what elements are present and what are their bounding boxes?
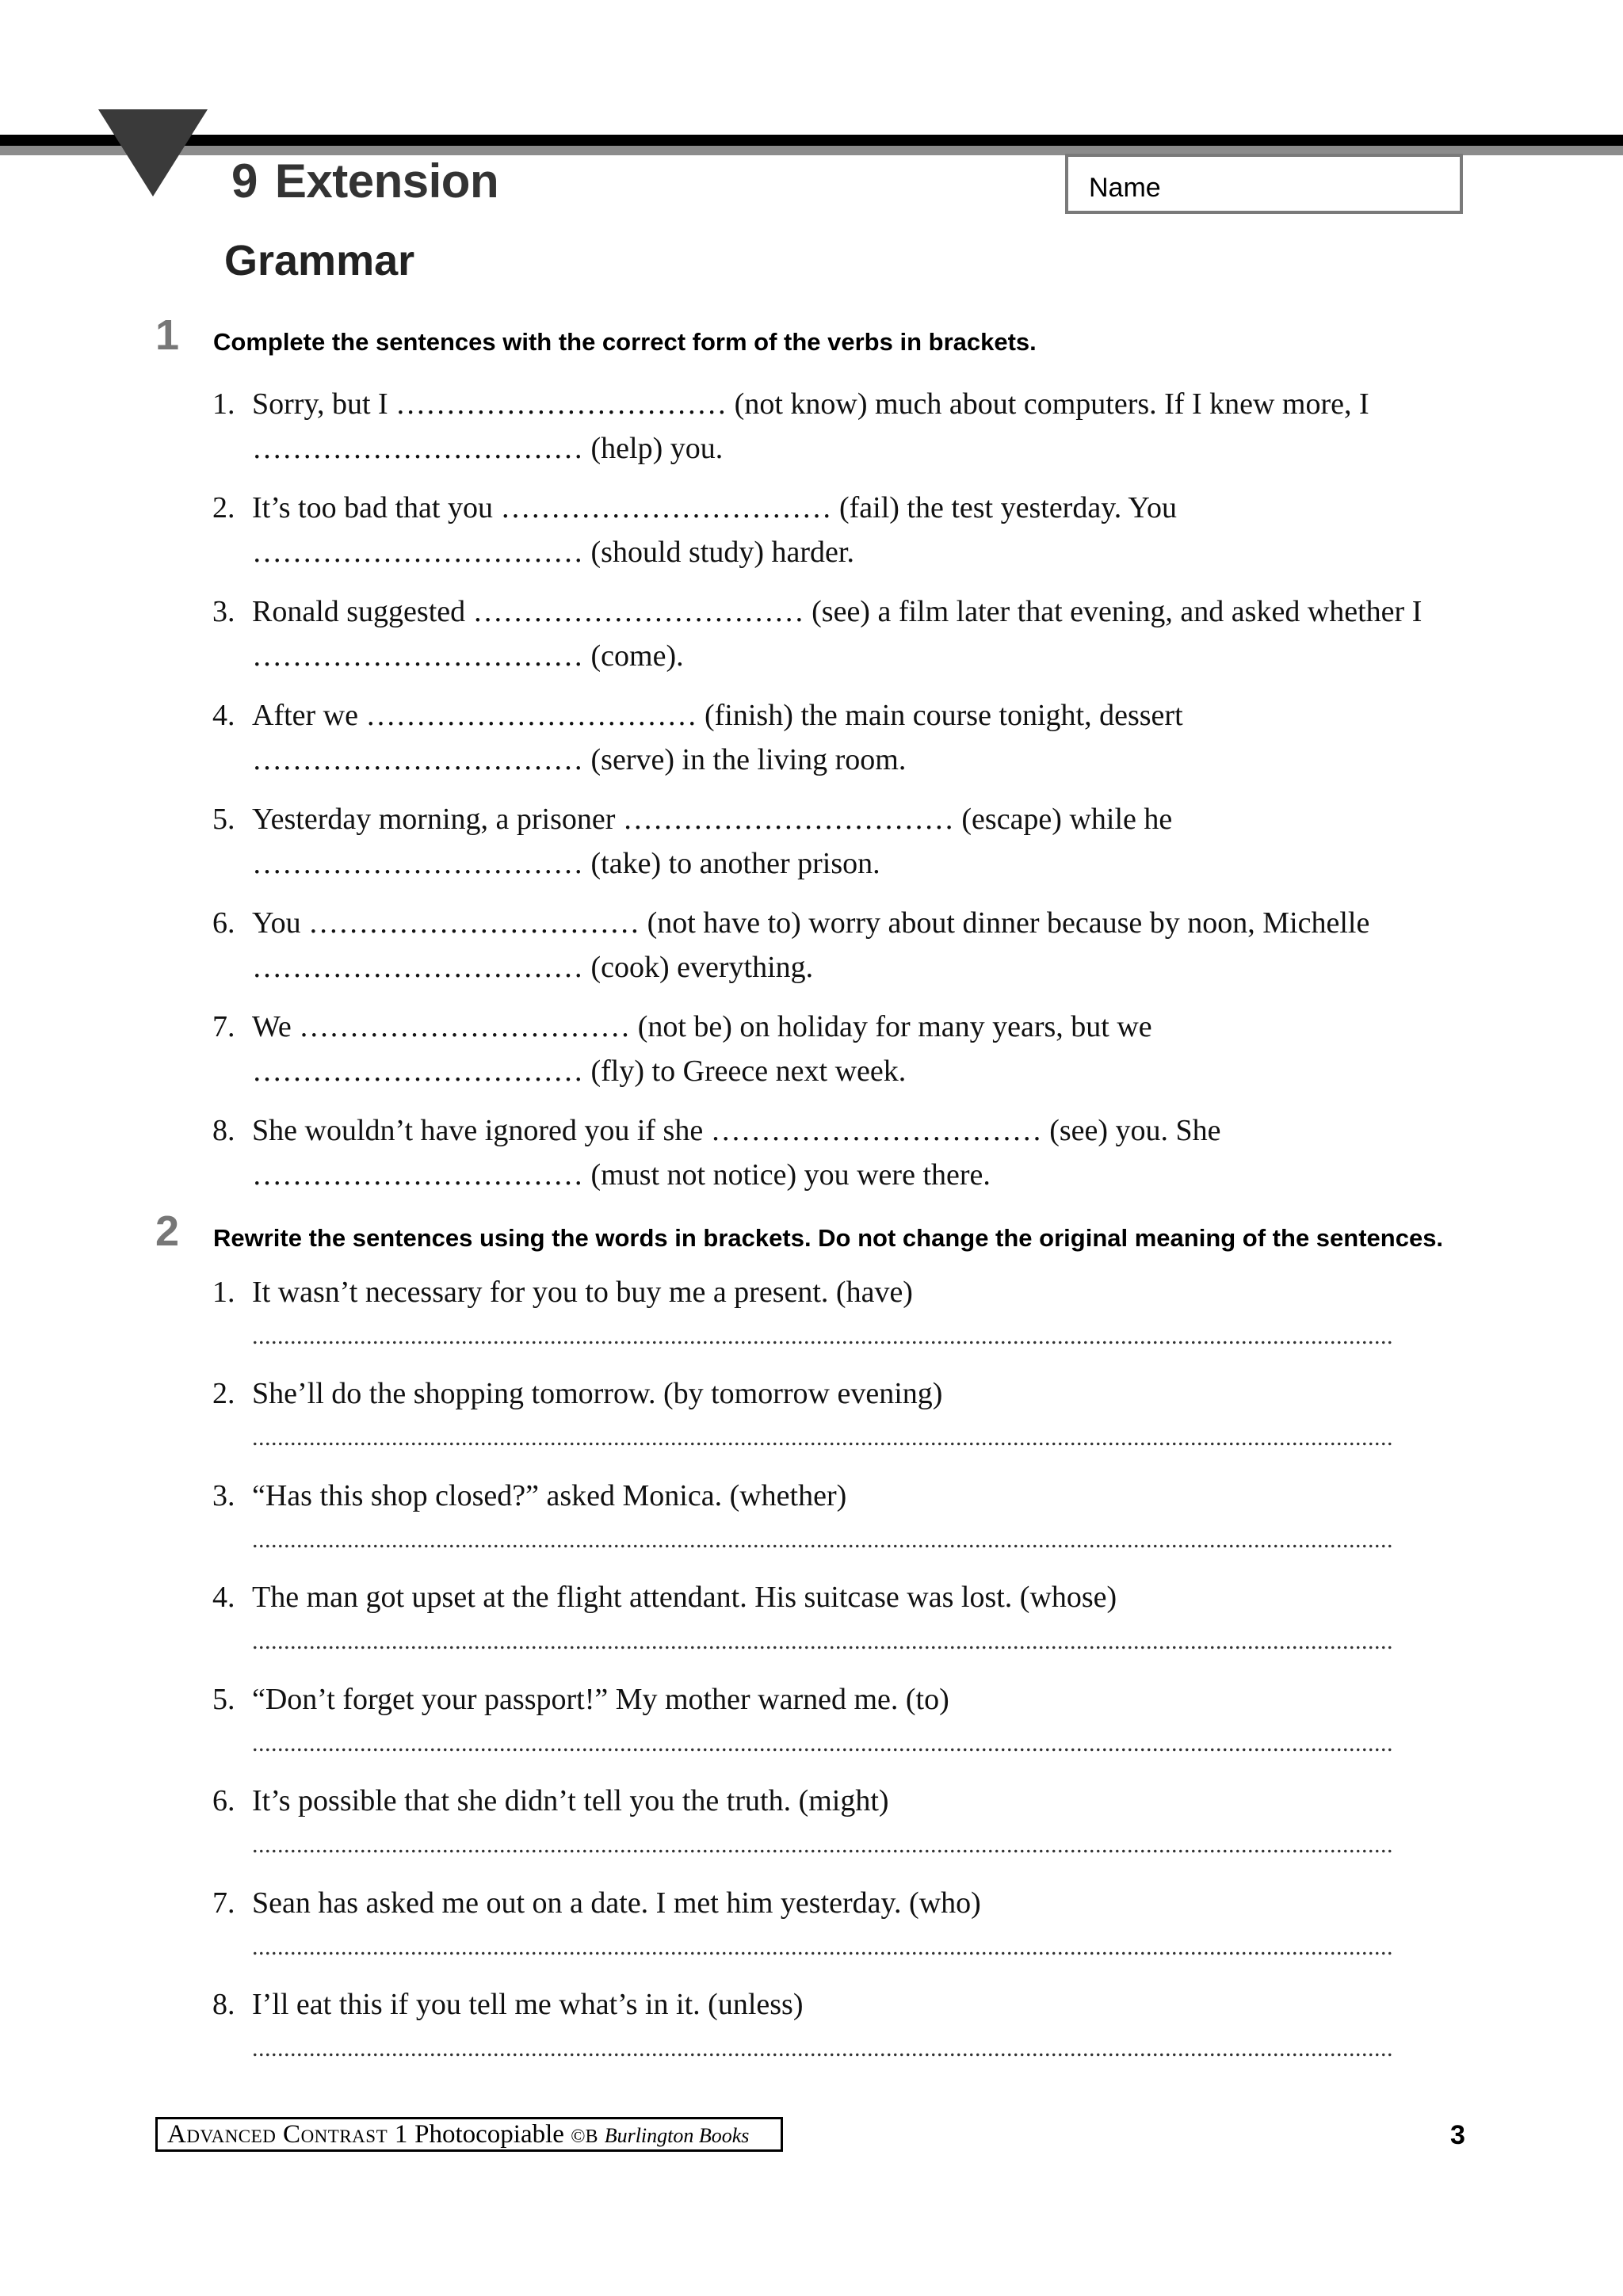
unit-number: 9 — [231, 154, 258, 208]
item-text: “Don’t forget your passport!” My mother warned me. (to) — [252, 1683, 949, 1716]
item-number: 1. — [212, 387, 235, 421]
item-number: 7. — [212, 1886, 235, 1920]
item-line-2: …………………………… (take) to another prison. — [252, 847, 880, 880]
item-number: 2. — [212, 491, 235, 524]
item-text: She’ll do the shopping tomorrow. (by tomorrow evening) — [252, 1377, 943, 1410]
item-number: 1. — [212, 1276, 235, 1309]
publisher-logo-icon: B — [585, 2126, 598, 2147]
exercise-2-instruction: Rewrite the sentences using the words in brackets. Do not change the original meaning of the sentences. — [213, 1224, 1444, 1252]
item-number: 5. — [212, 803, 235, 836]
item-line-2: …………………………… (cook) everything. — [252, 951, 814, 984]
item-line-2: …………………………… (help) you. — [252, 432, 724, 465]
item-text: I’ll eat this if you tell me what’s in it. (unless) — [252, 1988, 804, 2021]
item-line-1: She wouldn’t have ignored you if she …………………………… (see) you. She — [252, 1114, 1221, 1147]
item-line-2: …………………………… (serve) in the living room. — [252, 743, 907, 776]
item-number: 2. — [212, 1377, 235, 1410]
name-field[interactable] — [1065, 154, 1463, 214]
exercise-1-number: 1 — [155, 311, 180, 359]
answer-line[interactable]: .................................................................................................................................................................................... — [252, 2035, 1393, 2061]
item-line-1: We …………………………… (not be) on holiday for many years, but we — [252, 1010, 1152, 1043]
section-heading: Grammar — [224, 237, 415, 284]
page-number: 3 — [1450, 2120, 1465, 2150]
item-number: 6. — [212, 1784, 235, 1817]
name-label: Name — [1089, 173, 1161, 203]
answer-line[interactable]: .................................................................................................................................................................................... — [252, 1730, 1393, 1756]
header-triangle-icon — [98, 109, 208, 196]
item-number: 7. — [212, 1010, 235, 1043]
item-line-1: Sorry, but I …………………………… (not know) much about computers. If I knew more, I — [252, 387, 1369, 421]
exercise-2-number: 2 — [155, 1207, 180, 1255]
item-line-2: …………………………… (must not notice) you were there. — [252, 1158, 991, 1192]
item-text: The man got upset at the flight attendant. His suitcase was lost. (whose) — [252, 1581, 1117, 1614]
answer-line[interactable]: .................................................................................................................................................................................... — [252, 1628, 1393, 1654]
item-number: 3. — [212, 595, 235, 628]
answer-line[interactable]: .................................................................................................................................................................................... — [252, 1425, 1393, 1451]
item-number: 4. — [212, 1581, 235, 1614]
item-line-1: After we …………………………… (finish) the main course tonight, dessert — [252, 699, 1183, 732]
item-text: It wasn’t necessary for you to buy me a present. (have) — [252, 1276, 913, 1309]
item-line-2: …………………………… (should study) harder. — [252, 536, 854, 569]
item-line-1: You …………………………… (not have to) worry about dinner because by noon, Michelle — [252, 906, 1370, 940]
answer-line[interactable]: .................................................................................................................................................................................... — [252, 1832, 1393, 1858]
footer-credit — [155, 2117, 783, 2152]
unit-title-text: Extension — [274, 154, 499, 208]
item-number: 6. — [212, 906, 235, 940]
answer-line[interactable]: .................................................................................................................................................................................... — [252, 1934, 1393, 1960]
item-text: It’s possible that she didn’t tell you the truth. (might) — [252, 1784, 889, 1817]
footer-publisher: Burlington Books — [604, 2124, 750, 2147]
item-text: Sean has asked me out on a date. I met him yesterday. (who) — [252, 1886, 981, 1920]
item-number: 8. — [212, 1114, 235, 1147]
footer-copyright: © — [571, 2126, 586, 2147]
answer-line[interactable]: .................................................................................................................................................................................... — [252, 1527, 1393, 1553]
item-number: 5. — [212, 1683, 235, 1716]
item-number: 8. — [212, 1988, 235, 2021]
item-number: 3. — [212, 1479, 235, 1512]
exercise-1-instruction: Complete the sentences with the correct form of the verbs in brackets. — [213, 328, 1037, 356]
footer-photocopiable: Photocopiable — [414, 2120, 564, 2149]
answer-line[interactable]: .................................................................................................................................................................................... — [252, 1323, 1393, 1349]
item-line-1: Ronald suggested …………………………… (see) a film later that evening, and asked whether I — [252, 595, 1423, 628]
item-line-2: …………………………… (fly) to Greece next week. — [252, 1055, 907, 1088]
header-bar-black — [0, 135, 1623, 146]
item-number: 4. — [212, 699, 235, 732]
unit-title — [231, 154, 498, 208]
item-line-2: …………………………… (come). — [252, 639, 684, 673]
item-line-1: Yesterday morning, a prisoner …………………………… (escape) while he — [252, 803, 1173, 836]
footer-book-title: Advanced Contrast 1 — [167, 2120, 408, 2149]
item-line-1: It’s too bad that you …………………………… (fail) the test yesterday. You — [252, 491, 1177, 524]
item-text: “Has this shop closed?” asked Monica. (whether) — [252, 1479, 847, 1512]
